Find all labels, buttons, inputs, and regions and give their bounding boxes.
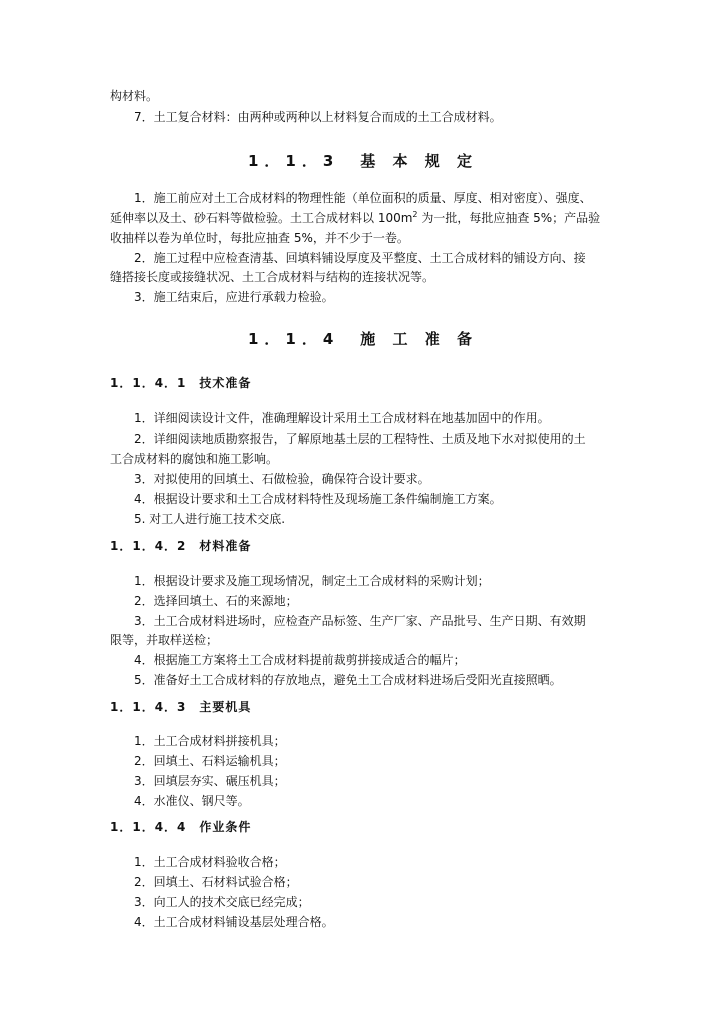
superscript: 2 — [412, 211, 418, 219]
list-item: 3．对拟使用的回填土、石做检验，确保符合设计要求。 — [134, 472, 430, 486]
paragraph-line: 收抽样以卷为单位时，每批应抽查 5%，并不少于一卷。 — [110, 231, 409, 245]
list-item: 3．土工合成材料进场时，应检查产品标签、生产厂家、产品批号、生产日期、有效期 — [134, 614, 586, 628]
paragraph-line: 1．施工前应对土工合成材料的物理性能（单位面积的质量、厚度、相对密度）、强度、 — [134, 191, 592, 205]
list-item: 3．回填层夯实、碾压机具； — [134, 774, 286, 788]
list-item: 2．选择回填土、石的来源地； — [134, 594, 298, 608]
paragraph-line — [110, 211, 616, 226]
list-item: 5．准备好土工合成材料的存放地点，避免土工合成材料进场后受阳光直接照晒。 — [134, 673, 562, 687]
paragraph-line: 缝搭接长度或接缝状况、土工合成材料与结构的连接状况等。 — [110, 270, 435, 284]
list-item: 2．详细阅读地质勘察报告，了解原地基土层的工程特性、土质及地下水对拟使用的土 — [134, 432, 586, 446]
list-item: 4．根据设计要求和土工合成材料特性及现场施工条件编制施工方案。 — [134, 492, 502, 506]
list-item: 1．详细阅读设计文件，准确理解设计采用土工合成材料在地基加固中的作用。 — [134, 411, 550, 425]
subsection-heading: 1．1．4．1 技术准备 — [110, 376, 252, 390]
list-item: 4．水准仪、钢尺等。 — [134, 794, 250, 808]
text-span: 为一批，每批应抽查 5%；产品验 — [417, 211, 601, 225]
list-item: 4．土工合成材料铺设基层处理合格。 — [134, 915, 334, 929]
list-item-continuation: 工合成材料的腐蚀和施工影响。 — [110, 452, 279, 466]
text-span: 延伸率以及土、砂石料等做检验。土工合成材料以 100m — [110, 211, 413, 225]
list-item: 1．土工合成材料验收合格； — [134, 855, 286, 869]
text-line: 构材料。 — [110, 89, 159, 103]
list-item: 5. 对工人进行施工技术交底. — [134, 512, 286, 526]
list-item: 2．回填土、石材料试验合格； — [134, 875, 298, 889]
list-item: 2．回填土、石料运输机具； — [134, 754, 286, 768]
list-item: 4．根据施工方案将土工合成材料提前裁剪拼接成适合的幅片； — [134, 653, 466, 667]
list-item: 1．土工合成材料拼接机具； — [134, 734, 286, 748]
paragraph-line: 3．施工结束后，应进行承载力检验。 — [134, 290, 334, 304]
subsection-heading: 1．1．4．2 材料准备 — [110, 539, 252, 553]
subsection-heading: 1．1．4．3 主要机具 — [110, 700, 252, 714]
paragraph-line: 2．施工过程中应检查清基、回填料铺设厚度及平整度、土工合成材料的铺设方向、接 — [134, 251, 586, 265]
section-heading: 1．1．4 施 工 准 备 — [248, 330, 478, 348]
list-item: 3．向工人的技术交底已经完成； — [134, 895, 310, 909]
list-item: 7．土工复合材料：由两种或两种以上材料复合而成的土工合成材料。 — [134, 110, 502, 124]
section-heading: 1．1．3 基 本 规 定 — [248, 152, 478, 170]
list-item: 1．根据设计要求及施工现场情况，制定土工合成材料的采购计划； — [134, 574, 490, 588]
subsection-heading: 1．1．4．4 作业条件 — [110, 820, 252, 834]
list-item-continuation: 限等，并取样送检； — [110, 633, 219, 647]
